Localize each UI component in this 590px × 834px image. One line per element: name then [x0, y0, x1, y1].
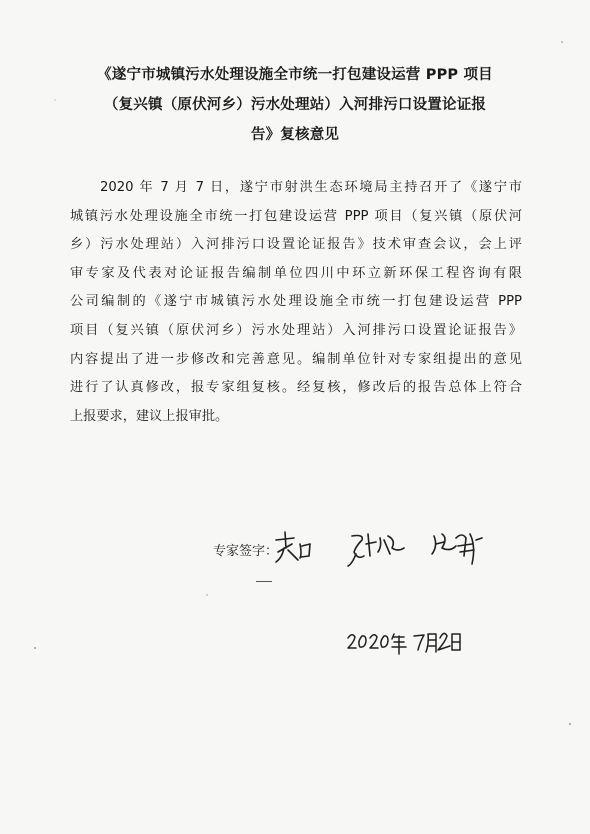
- title-line-1: 《遂宁市城镇污水处理设施全市统一打包建设运营 PPP 项目: [97, 67, 493, 83]
- signature-label: 专家签字：: [213, 544, 279, 559]
- title-line-2: （复兴镇（原伏河乡）污水处理站）入河排污口设置论证报: [103, 97, 487, 113]
- title-line-3: 告》复核意见: [250, 127, 340, 143]
- body-line: 项目（复兴镇（原伏河乡）污水处理站）入河排污口设置论证报告》: [70, 322, 522, 338]
- body-line: 审专家及代表对论证报告编制单位四川中环立新环保工程咨询有限: [70, 265, 522, 281]
- body-line: 城镇污水处理设施全市统一打包建设运营 PPP 项目（复兴镇（原伏河: [70, 208, 522, 224]
- body-line: 上报要求，建议上报审批。: [70, 408, 229, 424]
- body-line: 乡）污水处理站）入河排污口设置论证报告》技术审查会议，会上评: [70, 237, 522, 253]
- body-line: 内容提出了进一步修改和完善意见。编制单位针对专家组提出的意见: [70, 351, 522, 367]
- body-line: 2020 年 7 月 7 日，遂宁市射洪生态环境局主持召开了《遂宁市: [100, 180, 522, 195]
- body-line: 进行了认真修改，报专家组复核。经复核，修改后的报告总体上符合: [70, 380, 522, 396]
- body-line: 公司编制的《遂宁市城镇污水处理设施全市统一打包建设运营 PPP: [70, 294, 522, 310]
